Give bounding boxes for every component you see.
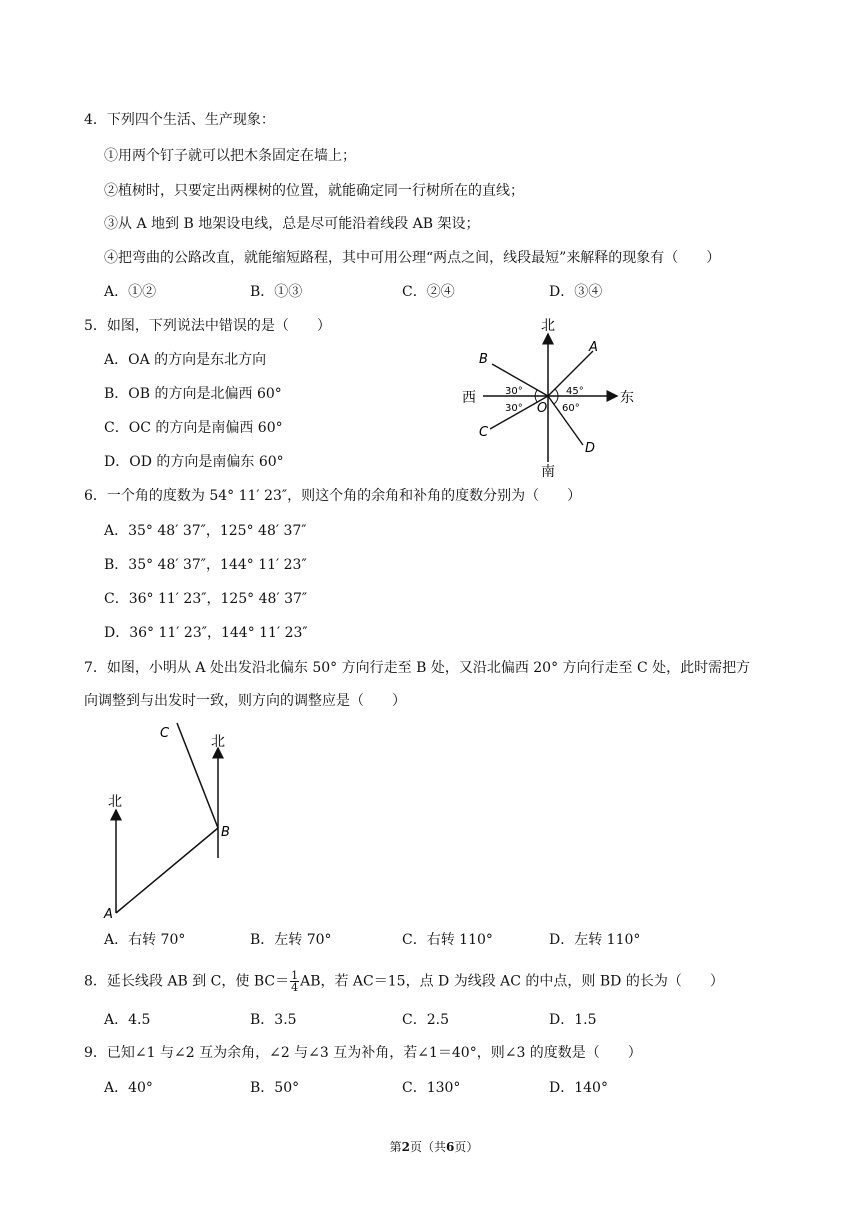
q5-option-b: B．OB 的方向是北偏西 60° bbox=[104, 386, 282, 402]
q4-item-3: ③从 A 地到 B 地架设电线，总是尽可能沿着线段 AB 架设； bbox=[104, 216, 480, 232]
q9-option-b: B．50° bbox=[250, 1080, 300, 1096]
q6-option-c: C．36° 11′ 23″，125° 48′ 37″ bbox=[104, 591, 308, 607]
q6-option-d: D．36° 11′ 23″，144° 11′ 23″ bbox=[104, 625, 308, 641]
angle-label-oc: 30° bbox=[505, 403, 523, 414]
fraction-one-quarter bbox=[290, 970, 299, 993]
label-west: 西 bbox=[462, 390, 476, 406]
q4-item-2: ②植树时，只要定出两棵树的位置，就能确定同一行树所在的直线； bbox=[104, 183, 524, 199]
label-east: 东 bbox=[620, 390, 634, 406]
label-c: C bbox=[160, 726, 170, 741]
label-point-a: A bbox=[589, 340, 598, 355]
q4-option-c: C．②④ bbox=[402, 284, 455, 300]
q5-option-d: D．OD 的方向是南偏东 60° bbox=[104, 454, 284, 470]
fraction-numerator: 1 bbox=[291, 969, 299, 982]
q7-stem-line-1: 7．如图，小明从 A 处出发沿北偏东 50° 方向行走至 B 处，又沿北偏西 20° 方向行走至 C 处，此时需把方 bbox=[84, 660, 751, 676]
q8-option-d: D．1.5 bbox=[549, 1012, 597, 1028]
fraction-denominator: 4 bbox=[291, 981, 299, 994]
label-point-o: O bbox=[537, 401, 548, 416]
q8-stem bbox=[84, 970, 724, 993]
q9-stem: 9．已知∠1 与∠2 互为余角，∠2 与∠3 互为补角，若∠1＝40°，则∠3 的度数是（ ） bbox=[84, 1045, 642, 1061]
segment-ab bbox=[116, 828, 218, 913]
page-footer bbox=[0, 1138, 868, 1155]
q4-option-b: B．①③ bbox=[250, 284, 303, 300]
q7-option-b: B．左转 70° bbox=[250, 932, 332, 948]
angle-label-ob: 30° bbox=[505, 386, 523, 397]
angle-label-oa: 45° bbox=[566, 386, 584, 397]
q7-stem-line-2: 向调整到与出发时一致，则方向的调整应是（ ） bbox=[84, 693, 406, 709]
label-north-b: 北 bbox=[211, 734, 225, 750]
label-north: 北 bbox=[541, 318, 555, 334]
q4-item-1: ①用两个钉子就可以把木条固定在墙上； bbox=[104, 148, 356, 164]
footer-total-pages: 6 bbox=[446, 1140, 455, 1154]
q9-option-d: D．140° bbox=[549, 1080, 608, 1096]
q4-option-d: D．③④ bbox=[549, 284, 603, 300]
q9-option-a: A．40° bbox=[104, 1080, 153, 1096]
q7-option-d: D．左转 110° bbox=[549, 932, 641, 948]
q8-stem-after: AB，若 AC＝15，点 D 为线段 AC 的中点，则 BD 的长为（ ） bbox=[300, 973, 724, 990]
q9-option-c: C．130° bbox=[402, 1080, 461, 1096]
q4-item-4: ④把弯曲的公路改直，就能缩短路程，其中可用公理“两点之间，线段最短”来解释的现象有（ ） bbox=[104, 250, 721, 266]
footer-pre: 第 bbox=[389, 1140, 402, 1154]
q6-option-a: A．35° 48′ 37″，125° 48′ 37″ bbox=[104, 523, 307, 539]
q6-option-b: B．35° 48′ 37″，144° 11′ 23″ bbox=[104, 557, 307, 573]
q8-option-c: C．2.5 bbox=[402, 1012, 449, 1028]
label-point-c: C bbox=[479, 425, 489, 440]
q7-option-a: A．右转 70° bbox=[104, 932, 186, 948]
label-north-a: 北 bbox=[108, 794, 122, 810]
route-figure bbox=[95, 718, 245, 923]
q6-stem: 6．一个角的度数为 54° 11′ 23″，则这个角的余角和补角的度数分别为（ ） bbox=[84, 488, 582, 504]
q8-stem-before: 8．延长线段 AB 到 C，使 BC＝ bbox=[84, 973, 290, 990]
compass-figure bbox=[455, 314, 645, 478]
footer-post: 页） bbox=[454, 1140, 479, 1154]
q5-option-c: C．OC 的方向是南偏西 60° bbox=[104, 420, 283, 436]
label-point-b: B bbox=[479, 352, 488, 367]
angle-label-od: 60° bbox=[562, 403, 580, 414]
q4-option-a: A．①② bbox=[104, 284, 157, 300]
footer-page-number: 2 bbox=[401, 1140, 410, 1154]
label-point-d: D bbox=[585, 441, 596, 456]
q8-option-b: B．3.5 bbox=[250, 1012, 297, 1028]
footer-mid: 页（共 bbox=[409, 1140, 446, 1154]
label-a: A bbox=[104, 907, 113, 922]
q4-stem: 4．下列四个生活、生产现象： bbox=[84, 112, 275, 128]
label-south: 南 bbox=[541, 464, 555, 478]
q5-option-a: A．OA 的方向是东北方向 bbox=[104, 352, 267, 368]
label-b: B bbox=[221, 825, 230, 840]
q8-option-a: A．4.5 bbox=[104, 1012, 151, 1028]
q5-stem: 5．如图，下列说法中错误的是（ ） bbox=[84, 318, 331, 334]
q7-option-c: C．右转 110° bbox=[402, 932, 493, 948]
